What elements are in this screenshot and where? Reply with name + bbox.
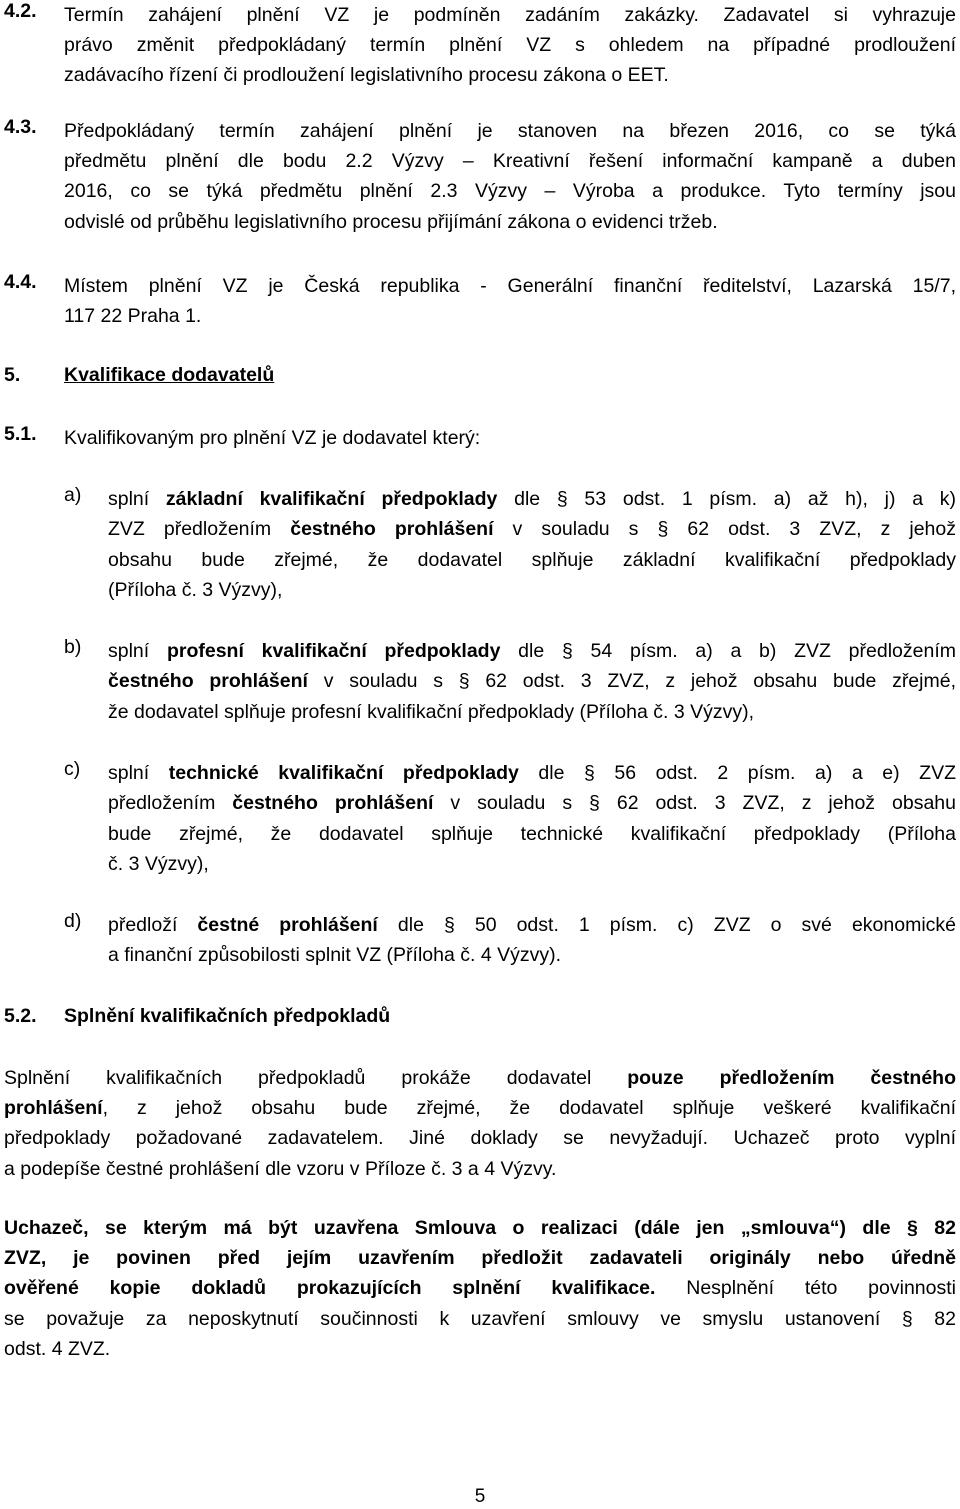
text-run: v souladu s § 62 odst. 3 ZVZ, z jehož obsahu: [433, 792, 956, 815]
bold-text: základní kvalifikační předpoklady: [165, 488, 498, 510]
section-4-2: [4, 0, 956, 91]
text-line: [4, 1334, 956, 1364]
text-run: předložením: [108, 792, 233, 815]
text-run: předloží: [108, 914, 198, 936]
text-line: [108, 788, 956, 818]
bold-text: prohlášení: [4, 1097, 103, 1120]
section-number: 5.1.: [4, 423, 37, 445]
text-run: splní: [108, 762, 169, 784]
heading-number: 5.: [4, 364, 21, 386]
list-item-text: [108, 910, 956, 971]
text-run: č. 3 Výzvy),: [108, 853, 209, 876]
bold-text: čestného prohlášení: [108, 670, 308, 693]
section-text: [64, 271, 956, 331]
text-line: [108, 484, 956, 514]
text-line: [4, 1243, 956, 1273]
list-item-b: [64, 636, 956, 727]
text-line: [4, 1123, 956, 1153]
text-line: [108, 758, 956, 788]
text-run: dle § 53 odst. 1 písm. a) až h), j) a k): [497, 488, 957, 510]
list-item-label: a): [64, 484, 82, 506]
text-run: předpoklady požadované zadavatelem. Jiné doklady se nevyžadují. Uchazeč proto vyplní: [4, 1127, 956, 1150]
text-run: se považuje za neposkytnutí součinnosti k uzavření smlouvy ve smyslu ustanovení § 82: [4, 1307, 956, 1330]
list-item-label: b): [64, 636, 82, 658]
section-4-4: [4, 271, 956, 331]
text-line: 117 22 Praha 1.: [64, 305, 202, 328]
list-item-text: [108, 484, 956, 606]
list-item-a: [64, 484, 956, 606]
section-5-1: [4, 423, 956, 453]
text-line: [4, 1093, 956, 1123]
text-run: že dodavatel splňuje profesní kvalifikační předpoklady (Příloha č. 3 Výzvy),: [108, 700, 754, 723]
text-line: [4, 1213, 956, 1243]
text-line: [108, 697, 956, 727]
paragraph-qualification-proof: [4, 1063, 956, 1184]
heading-title: Splnění kvalifikačních předpokladů: [64, 1005, 391, 1027]
text-run: splní: [108, 488, 166, 510]
section-text: Kvalifikovaným pro plnění VZ je dodavatel který:: [64, 427, 481, 449]
section-number: 4.2.: [4, 0, 37, 22]
text-line: odvislé od průběhu legislativního procesu přijímání zákona o evidenci tržeb.: [64, 210, 718, 233]
section-text: [64, 116, 956, 237]
text-run: ZVZ předložením: [108, 518, 291, 541]
text-line: [108, 819, 956, 849]
bold-text: čestné prohlášení: [197, 914, 378, 936]
section-text: [64, 0, 956, 91]
text-run: v souladu s § 62 odst. 3 ZVZ, z jehož: [493, 518, 956, 541]
text-line: [108, 666, 956, 696]
text-run: odst. 4 ZVZ.: [4, 1337, 111, 1360]
text-run: bude zřejmé, že dodavatel splňuje technické kvalifikační předpoklady (Příloha: [108, 822, 956, 845]
text-line: [108, 575, 956, 605]
text-line: [108, 849, 956, 879]
text-line: předmětu plnění dle bodu 2.2 Výzvy – Kreativní řešení informační kampaně a duben: [64, 150, 956, 173]
text-line: [108, 545, 956, 575]
bold-text: ověřené kopie dokladů prokazujících splnění kvalifikace.: [4, 1277, 656, 1300]
text-line: [4, 1154, 956, 1184]
text-line: 2016, co se týká předmětu plnění 2.3 Výzvy – Výroba a produkce. Tyto termíny jsou: [64, 180, 956, 203]
heading-5: [4, 360, 275, 390]
text-run: (Příloha č. 3 Výzvy),: [108, 579, 283, 602]
paragraph-contract-obligation: [4, 1213, 956, 1364]
text-run: dle § 54 písm. a) a b) ZVZ předložením: [500, 640, 956, 662]
text-line: [108, 910, 956, 940]
bold-text: Uchazeč, se kterým má být uzavřena Smlouva o realizaci (dále jen „smlouva“) dle § 82: [4, 1217, 956, 1239]
section-number: 4.4.: [4, 271, 37, 293]
bold-text: ZVZ, je povinen před jejím uzavřením předložit zadavateli originály nebo úředně: [4, 1247, 956, 1270]
list-item-text: [108, 758, 956, 880]
section-4-3: [4, 116, 956, 237]
bold-text: pouze předložením čestného: [627, 1067, 957, 1089]
page-number: 5: [474, 1486, 486, 1507]
text-line: zadávacího řízení či prodloužení legislativního procesu zákona o EET.: [64, 64, 669, 87]
list-item-label: c): [64, 758, 81, 780]
heading-5-2: [4, 1001, 391, 1031]
text-line: právo změnit předpokládaný termín plnění VZ s ohledem na případné prodloužení: [64, 34, 956, 57]
heading-number: 5.2.: [4, 1005, 37, 1027]
heading-title: Kvalifikace dodavatelů: [64, 364, 275, 386]
text-line: Místem plnění VZ je Česká republika - Generální finanční ředitelství, Lazarská 15/7,: [64, 275, 956, 297]
text-run: v souladu s § 62 odst. 3 ZVZ, z jehož obsahu bude zřejmé,: [307, 670, 956, 693]
text-run: , z jehož obsahu bude zřejmé, že dodavatel splňuje veškeré kvalifikační: [102, 1097, 956, 1120]
text-run: a podepíše čestné prohlášení dle vzoru v Příloze č. 3 a 4 Výzvy.: [4, 1157, 557, 1180]
text-run: obsahu bude zřejmé, že dodavatel splňuje základní kvalifikační předpoklady: [108, 548, 956, 571]
text-run: splní: [108, 640, 167, 662]
text-line: [4, 1304, 956, 1334]
bold-text: profesní kvalifikační předpoklady: [166, 640, 501, 662]
bold-text: čestného prohlášení: [290, 518, 494, 541]
text-line: [4, 1063, 956, 1093]
text-line: [108, 514, 956, 544]
section-number: 4.3.: [4, 116, 37, 138]
text-line: [108, 636, 956, 666]
text-run: Splnění kvalifikačních předpokladů prokáže dodavatel: [4, 1067, 628, 1089]
list-item-c: [64, 758, 956, 880]
text-run: Nesplnění této povinnosti: [655, 1277, 956, 1300]
bold-text: technické kvalifikační předpoklady: [168, 762, 519, 784]
text-line: Předpokládaný termín zahájení plnění je stanoven na březen 2016, co se týká: [64, 120, 956, 142]
text-line: [108, 940, 956, 970]
text-line: Termín zahájení plnění VZ je podmíněn zadáním zakázky. Zadavatel si vyhrazuje: [64, 4, 956, 26]
text-run: dle § 50 odst. 1 písm. c) ZVZ o své ekonomické: [377, 914, 956, 936]
text-run: a finanční způsobilosti splnit VZ (Příloha č. 4 Výzvy).: [108, 944, 562, 967]
list-item-text: [108, 636, 956, 727]
text-line: [4, 1273, 956, 1303]
list-item-d: [64, 910, 956, 971]
text-run: dle § 56 odst. 2 písm. a) a e) ZVZ: [518, 762, 956, 784]
list-item-label: d): [64, 910, 82, 932]
bold-text: čestného prohlášení: [232, 792, 434, 815]
